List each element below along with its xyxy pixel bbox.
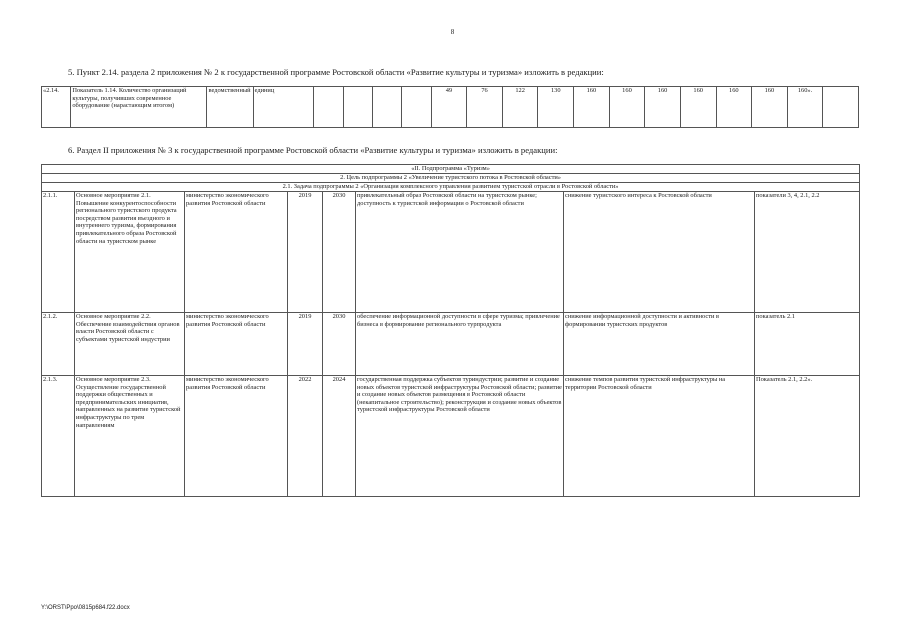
consequence: снижение туристского интереса к Ростовской области xyxy=(564,192,755,313)
value-cell: 160 xyxy=(752,87,788,128)
end-year: 2030 xyxy=(323,192,356,313)
executor: министерство экономического развития Ростовской области xyxy=(185,192,288,313)
row-number: 2.1.1. xyxy=(42,192,75,313)
value-cell xyxy=(402,87,431,128)
value-cell xyxy=(343,87,372,128)
value-cell xyxy=(314,87,343,128)
indicator-unit: единиц xyxy=(253,87,314,128)
indicators: Показатель 2.1, 2.2». xyxy=(755,376,860,497)
end-year: 2024 xyxy=(323,376,356,497)
measure-name: Основное мероприятие 2.3. Осуществление государственной поддержки общественных и предпринимательских инициатив, направленных на развитие туристской инфраструктуры по трем направлениям xyxy=(75,376,185,497)
subprogram-header: «II. Подпрограмма «Туризм» xyxy=(42,165,860,174)
value-cell: 160 xyxy=(716,87,752,128)
value-cell: 49 xyxy=(431,87,467,128)
value-cell: 160 xyxy=(574,87,610,128)
task-header: 2.1. Задача подпрограммы 2 «Организация комплексного управления развитием туристской отрасли в Ростовской области» xyxy=(42,183,860,192)
executor: министерство экономического развития Ростовской области xyxy=(185,376,288,497)
row-number: 2.1.2. xyxy=(42,313,75,376)
indicator-name: Показатель 1.14. Количество организаций культуры, получивших современное оборудование (нарастающим итогом) xyxy=(71,87,207,128)
indicators: показатель 2.1 xyxy=(755,313,860,376)
expected-result: привлекательный образ Ростовской области на туристском рынке; доступность к туристской информации о Ростовской области xyxy=(356,192,564,313)
end-year: 2030 xyxy=(323,313,356,376)
value-cell: 160 xyxy=(645,87,681,128)
consequence: снижение информационной доступности и активности в формировании туристских продуктов xyxy=(564,313,755,376)
start-year: 2019 xyxy=(288,313,323,376)
value-cell xyxy=(823,87,859,128)
table-row xyxy=(42,192,860,313)
table-row xyxy=(42,313,860,376)
measure-name: Основное мероприятие 2.1. Повышение конкурентоспособности регионального туристского продукта посредством развития въездного и внутреннего туризма, формирования привлекательного образа Ростовской области на туристском рынке xyxy=(75,192,185,313)
expected-result: обеспечение информационной доступности в сфере туризма; привлечение бизнеса в формирование регионального турпродукта xyxy=(356,313,564,376)
table-row xyxy=(42,376,860,497)
paragraph-5: 5. Пункт 2.14. раздела 2 приложения № 2 к государственной программе Ростовской области «Развитие культуры и туризма» изложить в редакции: xyxy=(68,67,604,77)
consequence: снижение темпов развития туристской инфраструктуры на территории Ростовской области xyxy=(564,376,755,497)
value-cell: 130 xyxy=(538,87,574,128)
page-number: 8 xyxy=(450,28,455,36)
value-cell: 122 xyxy=(502,87,538,128)
row-number: «2.14. xyxy=(42,87,71,128)
indicators: показатели 3, 4, 2.1, 2.2 xyxy=(755,192,860,313)
indicator-table xyxy=(41,86,859,128)
row-number: 2.1.3. xyxy=(42,376,75,497)
goal-header: 2. Цель подпрограммы 2 «Увеличение туристского потока в Ростовской области» xyxy=(42,174,860,183)
value-cell xyxy=(372,87,401,128)
paragraph-6: 6. Раздел II приложения № 3 к государственной программе Ростовской области «Развитие культуры и туризма» изложить в редакции: xyxy=(68,145,558,155)
value-cell: 160 xyxy=(680,87,716,128)
start-year: 2022 xyxy=(288,376,323,497)
value-cell: 76 xyxy=(467,87,503,128)
start-year: 2019 xyxy=(288,192,323,313)
value-cell: 160 xyxy=(609,87,645,128)
indicator-type: ведомственный xyxy=(207,87,253,128)
subprogram-table xyxy=(41,164,860,497)
measure-name: Основное мероприятие 2.2. Обеспечение взаимодействия органов власти Ростовской области с субъектами туристской индустрии xyxy=(75,313,185,376)
executor: министерство экономического развития Ростовской области xyxy=(185,313,288,376)
file-path-footer: Y:\ORST\Ppo\0815p684.f22.docx xyxy=(41,605,130,611)
expected-result: государственная поддержка субъектов туриндустрии; развитие и создание новых объектов туристской инфраструктуры Ростовской области; развитие и создание новых объектов размещения в Ростовской области (некапитальное строительство); реконструкция и создание новых объектов туристской инфраструктуры Ростовской области xyxy=(356,376,564,497)
value-cell: 160». xyxy=(787,87,823,128)
